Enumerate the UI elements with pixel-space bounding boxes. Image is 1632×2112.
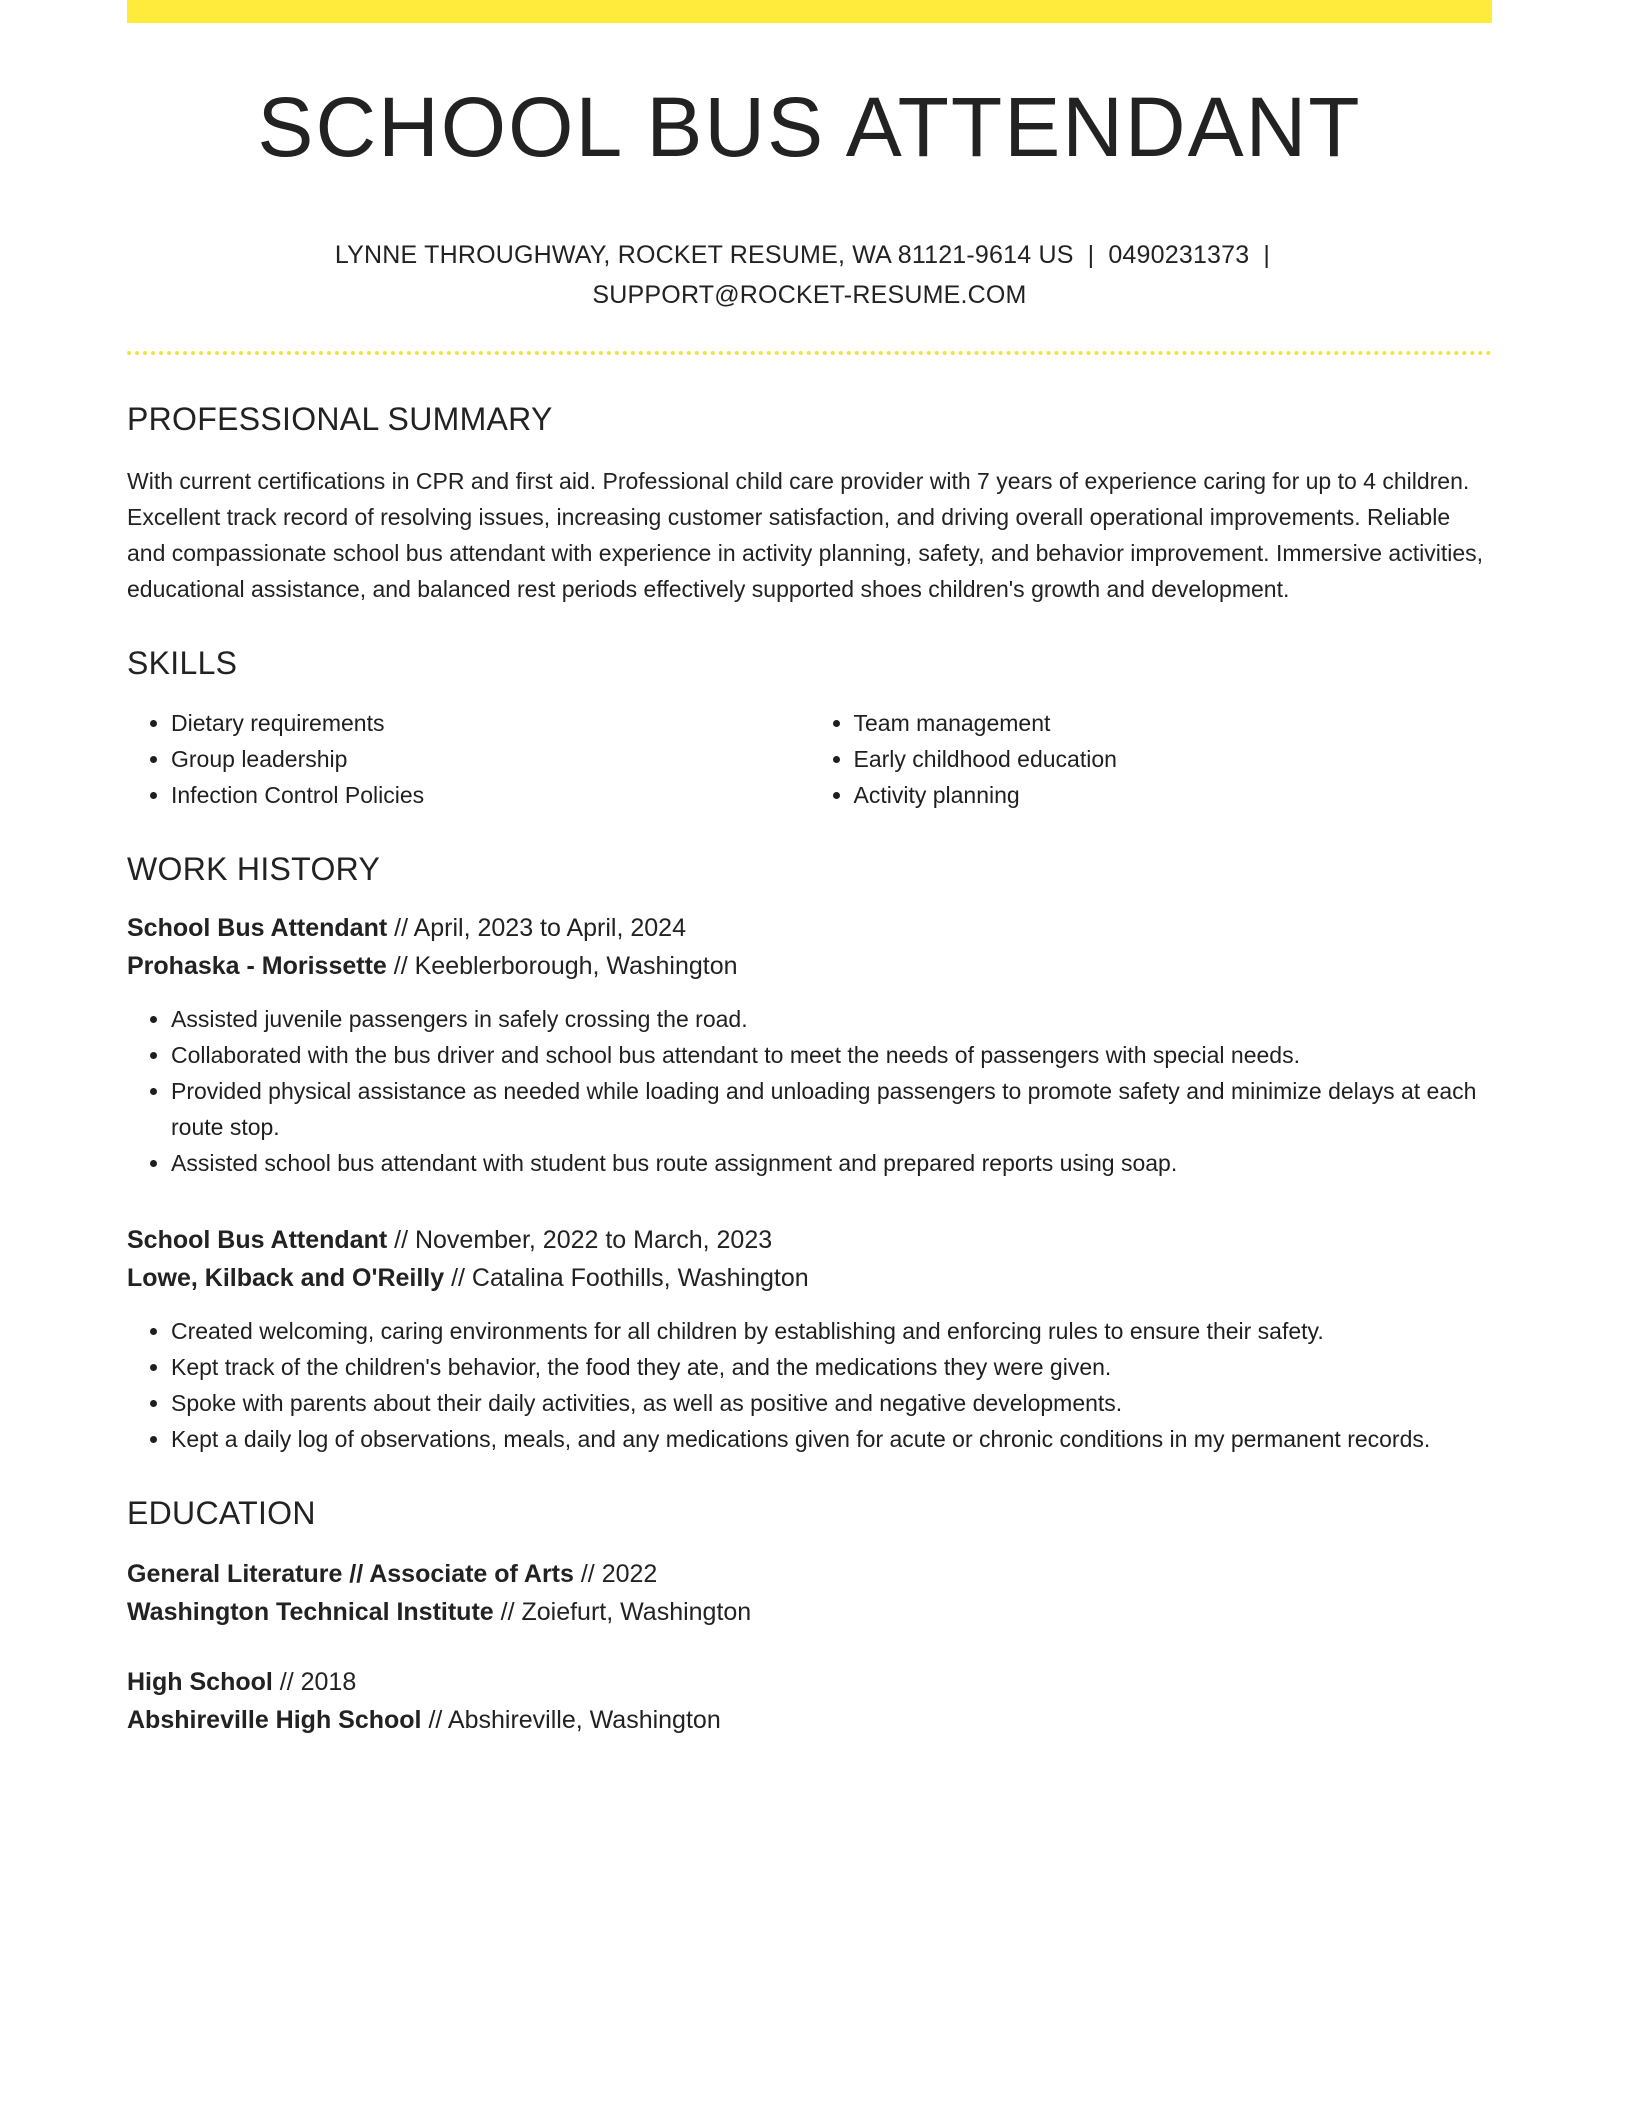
job-location: // Catalina Foothills, Washington [444, 1264, 809, 1293]
education-degree: General Literature // Associate of Arts [127, 1560, 574, 1589]
skills-heading: SKILLS [127, 645, 238, 682]
education-entry [127, 1555, 1492, 1631]
job-title-line [127, 909, 1492, 947]
skill-item: • Group leadership [171, 741, 810, 777]
job-bullet: • Kept a daily log of observations, meals, and any medications given for acute or chronic conditions in my permanent records. [171, 1421, 1492, 1457]
contact-info [127, 235, 1492, 315]
skill-item: • Team management [854, 705, 1493, 741]
summary-heading: PROFESSIONAL SUMMARY [127, 401, 553, 438]
job-title: School Bus Attendant [127, 1226, 388, 1255]
skill-item: • Early childhood education [854, 741, 1493, 777]
education-school-line [127, 1701, 1492, 1739]
skill-item: • Infection Control Policies [171, 777, 810, 813]
job-bullets [127, 1001, 1492, 1181]
summary-text: With current certifications in CPR and first aid. Professional child care provider with 7 years of experience caring for up to 4 children. Excellent track record of resolving issues, increasing customer satisfaction, and driving overall operational improvements. Reliable and compassionate school bus attendant with experience in activity planning, safety, and behavior improvement. Immersive activities, educational assistance, and balanced rest periods effectively supported shoes children's growth and development. [127, 468, 1484, 603]
work-history-heading: WORK HISTORY [127, 851, 381, 888]
job-company-line [127, 947, 1492, 985]
job-company: Lowe, Kilback and O'Reilly [127, 1264, 445, 1293]
skill-item: • Activity planning [854, 777, 1493, 813]
job-dates: // April, 2023 to April, 2024 [387, 914, 686, 943]
contact-address: LYNNE THROUGHWAY, ROCKET RESUME, WA 81121-9614 US [334, 241, 1074, 270]
education-degree-line [127, 1555, 1492, 1593]
education-year: // 2018 [272, 1668, 357, 1697]
skills-list [127, 705, 1492, 813]
education-degree: High School [127, 1668, 273, 1697]
job-location: // Keeblerborough, Washington [386, 952, 738, 981]
job-bullet: • Collaborated with the bus driver and school bus attendant to meet the needs of passengers with special needs. [171, 1037, 1492, 1073]
education-heading: EDUCATION [127, 1495, 316, 1532]
education-entry [127, 1663, 1492, 1739]
dotted-divider [127, 351, 1492, 355]
skills-column-right [810, 705, 1493, 813]
skills-column-left [127, 705, 810, 813]
education-school: Abshireville High School [127, 1706, 422, 1735]
contact-email: SUPPORT@ROCKET-RESUME.COM [592, 281, 1027, 310]
job-company: Prohaska - Morissette [127, 952, 387, 981]
job-bullets [127, 1313, 1492, 1457]
education-year: // 2022 [573, 1560, 658, 1589]
education-degree-line [127, 1663, 1492, 1701]
job-bullet: • Kept track of the children's behavior, the food they ate, and the medications they were given. [171, 1349, 1492, 1385]
contact-separator: | [1087, 241, 1095, 270]
resume-title: SCHOOL BUS ATTENDANT [257, 80, 1362, 174]
job-bullet: • Created welcoming, caring environments for all children by establishing and enforcing rules to ensure their safety. [171, 1313, 1492, 1349]
job-bullet: • Assisted school bus attendant with student bus route assignment and prepared reports using soap. [171, 1145, 1492, 1181]
job-dates: // November, 2022 to March, 2023 [387, 1226, 773, 1255]
resume-page [127, 0, 1492, 1739]
education-location: // Abshireville, Washington [421, 1706, 721, 1735]
job-entry [127, 1221, 1492, 1457]
job-entry [127, 909, 1492, 1181]
education-school: Washington Technical Institute [127, 1598, 494, 1627]
education-school-line [127, 1593, 1492, 1631]
job-title: School Bus Attendant [127, 914, 388, 943]
job-bullet: • Assisted juvenile passengers in safely crossing the road. [171, 1001, 1492, 1037]
contact-phone: 0490231373 [1108, 241, 1250, 270]
skill-item: • Dietary requirements [171, 705, 810, 741]
job-company-line [127, 1259, 1492, 1297]
job-bullet: • Spoke with parents about their daily activities, as well as positive and negative developments. [171, 1385, 1492, 1421]
contact-separator: | [1263, 241, 1271, 270]
job-title-line [127, 1221, 1492, 1259]
job-bullet: • Provided physical assistance as needed while loading and unloading passengers to promote safety and minimize delays at each route stop. [171, 1073, 1492, 1145]
accent-top-bar [127, 0, 1492, 23]
education-location: // Zoiefurt, Washington [493, 1598, 752, 1627]
